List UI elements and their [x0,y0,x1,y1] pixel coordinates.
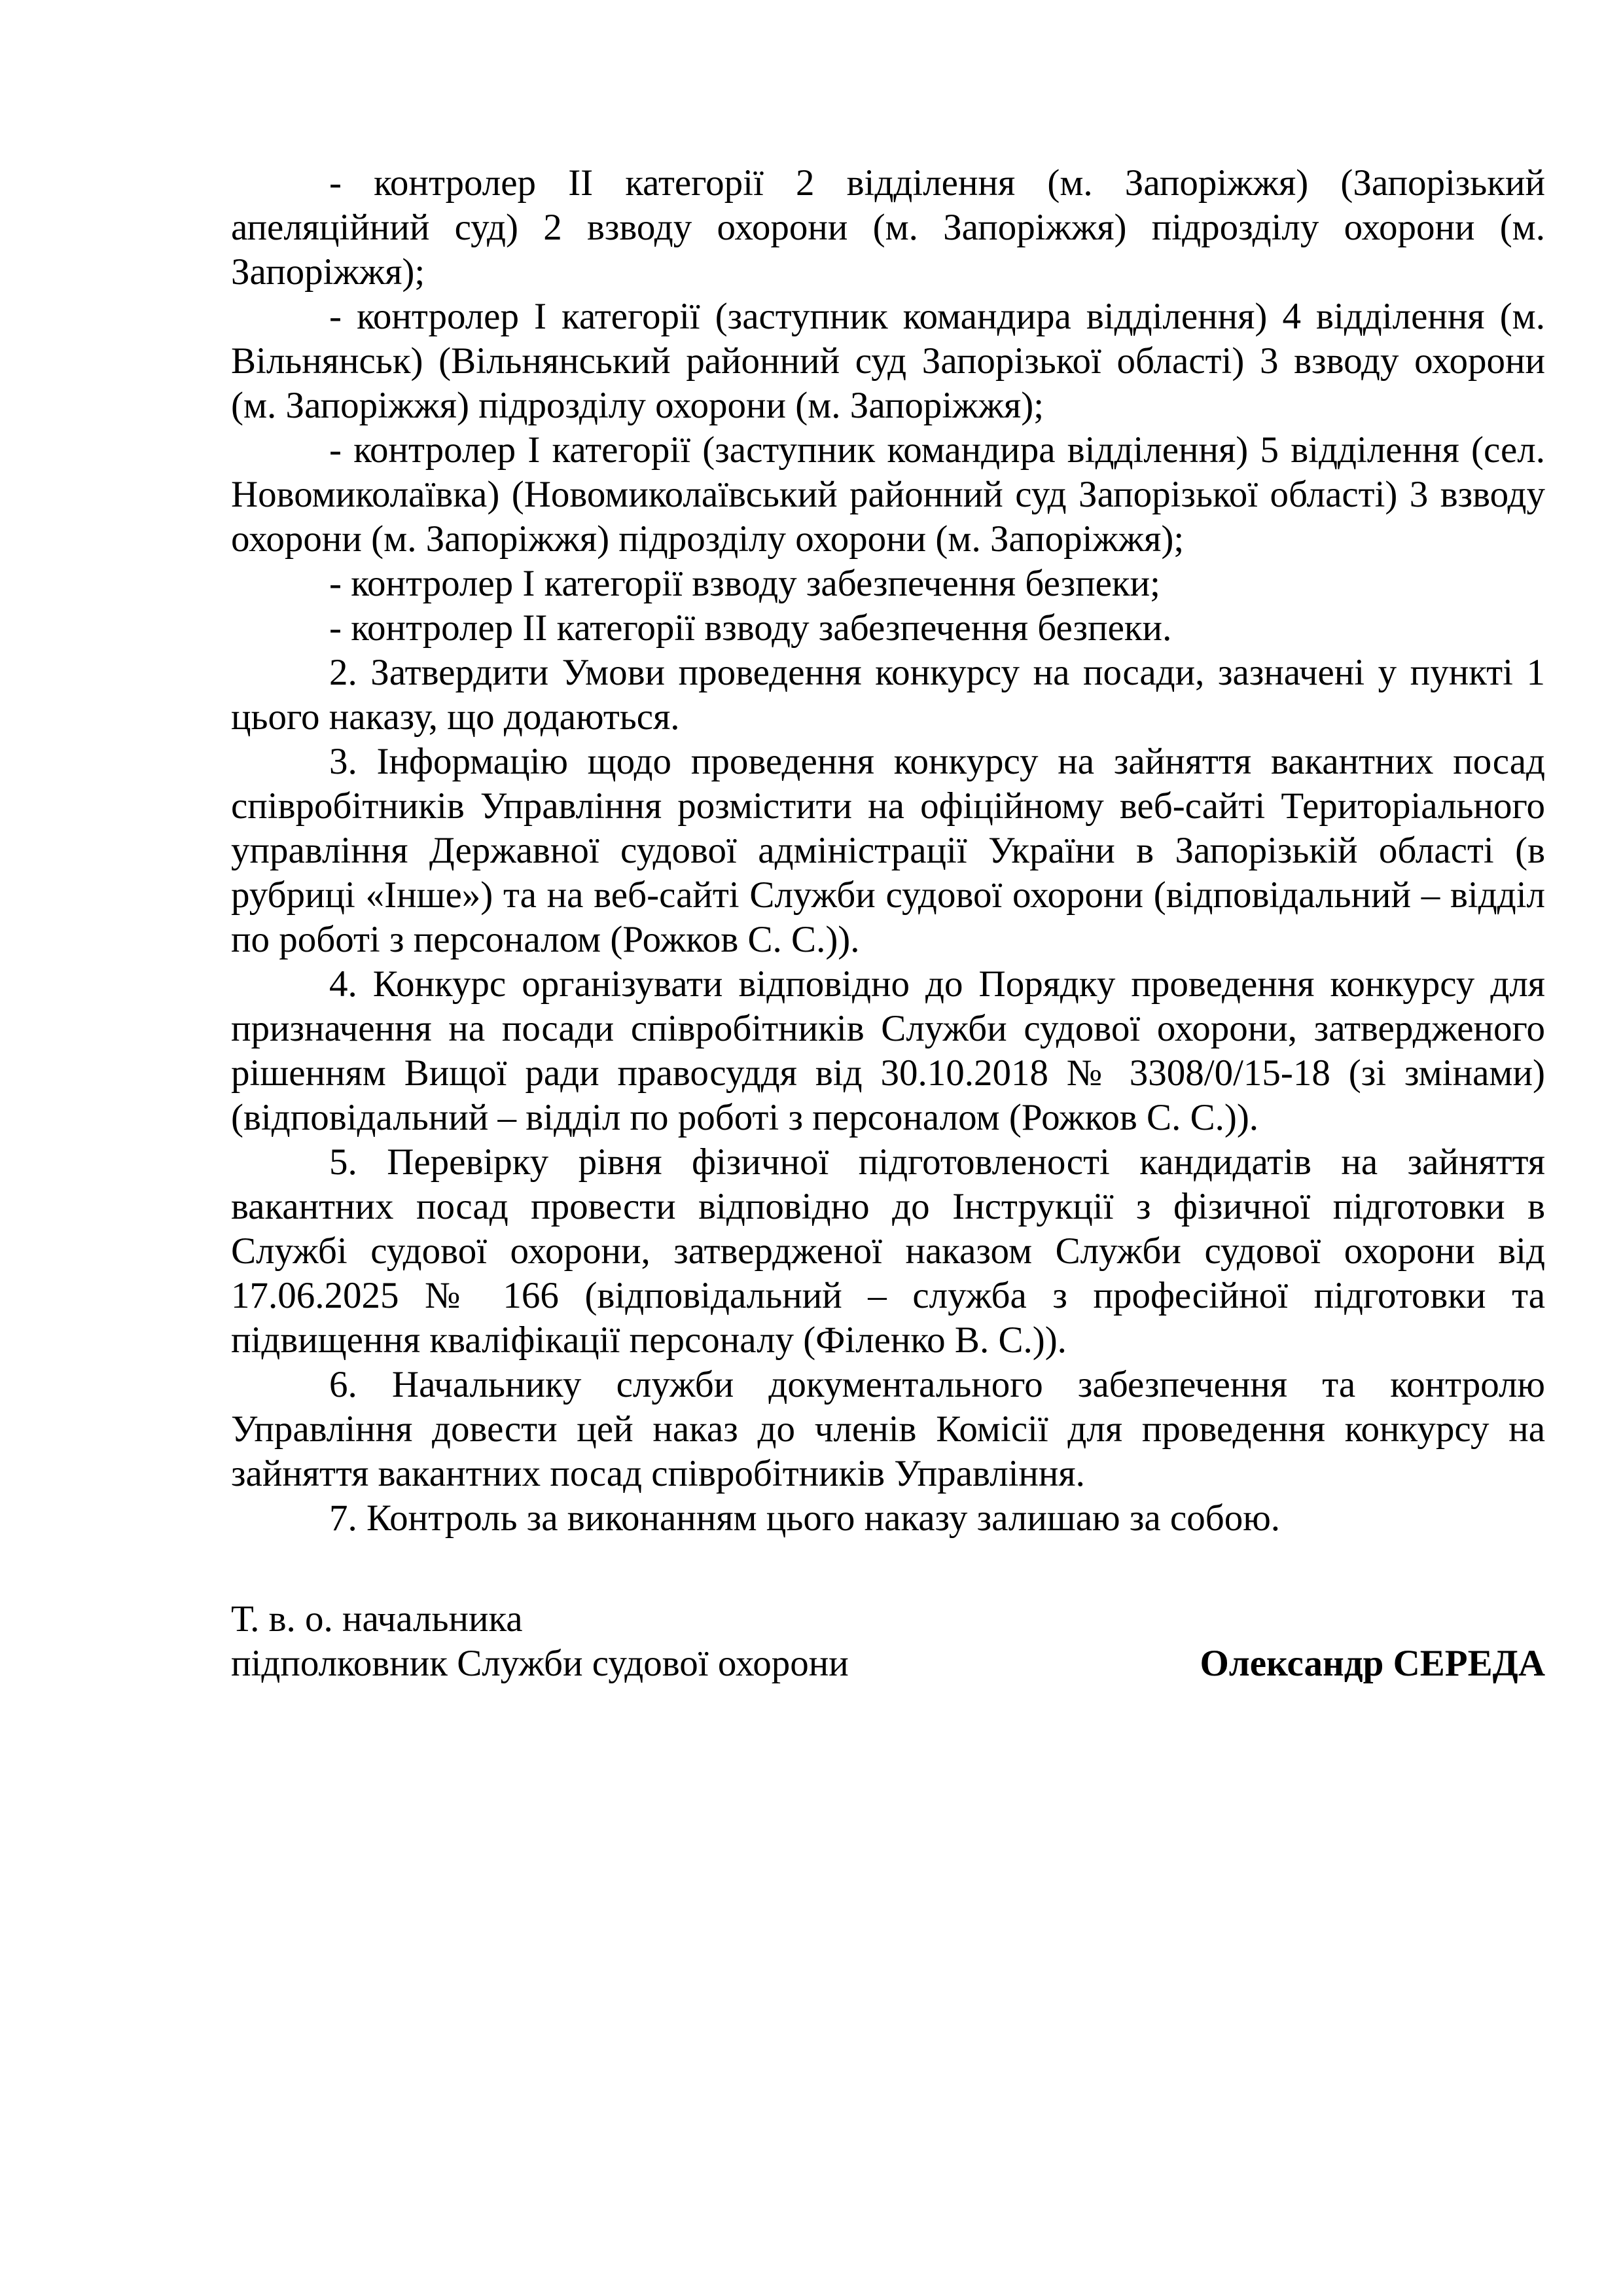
clause-6: 6. Начальнику служби документального забезпечення та контролю Управління довести цей наказ до членів Комісії для проведення конкурсу на зайняття вакантних посад співробітників Управління. [231,1364,1545,1494]
list-item-controller-2cat-security: - контролер ІІ категорії взводу забезпечення безпеки. [329,607,1172,649]
clause-5: 5. Перевірку рівня фізичної підготовленості кандидатів на зайняття вакантних посад провести відповідно до Інструкції з фізичної підготовки в Службі судової охорони, затвердженої наказом Служби судової охорони від 17.06.2025 № 166 (відповідальний – служба з професійної підготовки та підвищення кваліфікації персоналу (Філенко В. С.)). [231,1141,1545,1361]
signer-title: Т. в. о. начальника [231,1598,523,1640]
list-item-controller-1cat-novomykolaivka: - контролер І категорії (заступник командира відділення) 5 відділення (сел. Новомиколаївка) (Новомиколаївський районний суд Запорізької області) 3 взводу охорони (м. Запоріжжя) підрозділу охорони (м. Запоріжжя); [231,429,1545,560]
clause-3: 3. Інформацію щодо проведення конкурсу на зайняття вакантних посад співробітників Управління розмістити на офіційному веб-сайті Територіального управління Державної судової адміністрації України в Запорізькій області (в рубриці «Інше») та на веб-сайті Служби судової охорони (відповідальний – відділ по роботі з персоналом (Рожков С. С.)). [231,741,1545,960]
clause-2: 2. Затвердити Умови проведення конкурсу на посади, зазначені у пункті 1 цього наказу, що додаються. [231,652,1545,738]
clause-4: 4. Конкурс організувати відповідно до Порядку проведення конкурсу для призначення на посади співробітників Служби судової охорони, затвердженого рішенням Вищої ради правосуддя від 30.10.2018 № 3308/0/15-18 (зі змінами) (відповідальний – відділ по роботі з персоналом (Рожков С. С.)). [231,963,1545,1138]
list-item-controller-1cat-vilniansk: - контролер І категорії (заступник командира відділення) 4 відділення (м. Вільнянськ) (Вільнянський районний суд Запорізької області) 3 взводу охорони (м. Запоріжжя) підрозділу охорони (м. Запоріжжя); [231,296,1545,426]
order-body [231,161,1545,1541]
list-item-controller-1cat-security: - контролер І категорії взводу забезпечення безпеки; [329,563,1160,604]
signer-rank: підполковник Служби судової охорони [231,1643,849,1684]
list-item-controller-2cat-zaporizhzhia: - контролер ІІ категорії 2 відділення (м. Запоріжжя) (Запорізький апеляційний суд) 2 взводу охорони (м. Запоріжжя) підрозділу охорони (м. Запоріжжя); [231,162,1545,293]
signer-name: Олександр СЕРЕДА [1200,1643,1545,1684]
clause-7: 7. Контроль за виконанням цього наказу залишаю за собою. [329,1498,1281,1539]
signature-block [231,1597,1545,1686]
